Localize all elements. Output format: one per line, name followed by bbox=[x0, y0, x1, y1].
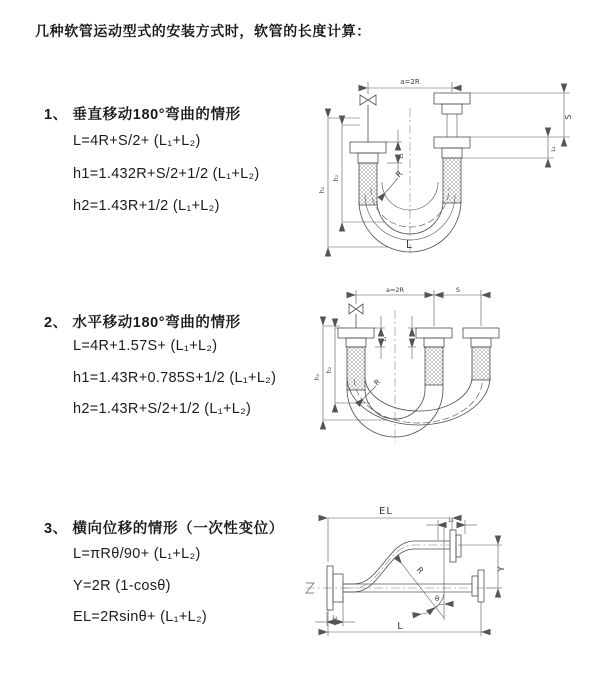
dim-label-fitting1: L₁ bbox=[399, 153, 405, 159]
dim-label-h2: h₂ bbox=[333, 174, 340, 182]
dim-fitting1 bbox=[374, 316, 388, 359]
page-title: 几种软管运动型式的安装方式时，软管的长度计算： bbox=[35, 23, 371, 39]
left-flange bbox=[338, 328, 374, 390]
dim-span bbox=[356, 286, 481, 326]
hose-curve bbox=[343, 541, 450, 592]
left-flange bbox=[350, 142, 386, 205]
dim-label-h1: h₁ bbox=[314, 373, 321, 381]
dim-label-travel: S bbox=[564, 114, 573, 120]
dim-label-h1: h₁ bbox=[319, 186, 326, 194]
dim-el bbox=[328, 506, 452, 562]
diagram-vertical-180-bend bbox=[308, 70, 598, 262]
right-flange-positions bbox=[434, 93, 470, 203]
diagram-horizontal-180-bend bbox=[308, 282, 600, 454]
dim-label-radius: R bbox=[414, 565, 426, 576]
braid-hatch bbox=[347, 347, 365, 390]
dim-travel bbox=[461, 93, 573, 158]
dim-label-el: EL bbox=[379, 506, 393, 517]
hose-curves bbox=[347, 377, 490, 437]
section3-formula-L: L=πRθ/90+ (L₁+L₂) bbox=[73, 546, 201, 562]
upper-flange bbox=[450, 530, 461, 562]
dim-label-radius: R bbox=[394, 169, 405, 180]
valve-icon bbox=[360, 95, 376, 142]
dim-fitting-mid bbox=[408, 316, 416, 359]
braid-hatch bbox=[359, 163, 377, 205]
dim-label-length: L bbox=[397, 621, 403, 632]
section1-formula-h2: h2=1.43R+1/2 (L₁+L₂) bbox=[73, 198, 220, 214]
section3-heading: 3、 横向位移的情形（一次性变位） bbox=[44, 521, 284, 537]
lower-flange bbox=[343, 570, 484, 602]
dim-label-y: Y bbox=[497, 566, 507, 572]
dim-label-travel: S bbox=[455, 286, 461, 294]
section3-formula-Y: Y=2R (1-cosθ) bbox=[73, 578, 171, 594]
dim-label-span: a=2R bbox=[385, 286, 405, 294]
dim-label-theta: θ bbox=[434, 595, 440, 603]
middle-flange bbox=[416, 328, 452, 385]
valve-icon bbox=[349, 304, 363, 328]
dim-label-h2: h₂ bbox=[326, 366, 333, 374]
section2-formula-L: L=4R+1.57S+ (L₁+L₂) bbox=[73, 338, 218, 354]
dim-label-radius: R bbox=[372, 377, 383, 388]
dim-fitting1 bbox=[386, 130, 405, 175]
braid-hatch bbox=[472, 347, 490, 380]
dim-label-fitting1: L₁ bbox=[332, 615, 338, 621]
dim-label-fitting2: L₂ bbox=[551, 146, 557, 152]
dim-label-fitting1: L₁ bbox=[382, 336, 388, 342]
dim-fitting2 bbox=[426, 518, 477, 540]
dim-y bbox=[458, 545, 507, 588]
dim-fitting1 bbox=[315, 596, 355, 626]
dim-label-length: L bbox=[406, 239, 412, 251]
radius-callout bbox=[402, 564, 444, 618]
section2-formula-h1: h1=1.43R+0.785S+1/2 (L₁+L₂) bbox=[73, 370, 277, 386]
dim-label-span: a=2R bbox=[400, 78, 420, 86]
radius-callout bbox=[386, 169, 405, 192]
braid-hatch bbox=[425, 347, 443, 385]
diagram-lateral-displacement bbox=[298, 500, 600, 648]
section1-heading: 1、 垂直移动180°弯曲的情形 bbox=[44, 107, 241, 123]
section1-formula-h1: h1=1.432R+S/2+1/2 (L₁+L₂) bbox=[73, 166, 260, 182]
section1-formula-L: L=4R+S/2+ (L₁+L₂) bbox=[73, 133, 201, 149]
dim-span bbox=[368, 78, 452, 94]
braid-hatch bbox=[443, 158, 461, 203]
right-flange bbox=[463, 328, 499, 380]
dim-length bbox=[328, 602, 481, 636]
dim-label-fitting2: L₂ bbox=[448, 518, 454, 524]
section2-heading: 2、 水平移动180°弯曲的情形 bbox=[44, 315, 241, 331]
section3-formula-EL: EL=2Rsinθ+ (L₁+L₂) bbox=[73, 609, 208, 625]
section2-formula-h2: h2=1.43R+S/2+1/2 (L₁+L₂) bbox=[73, 401, 252, 417]
dim-heights bbox=[319, 118, 388, 247]
